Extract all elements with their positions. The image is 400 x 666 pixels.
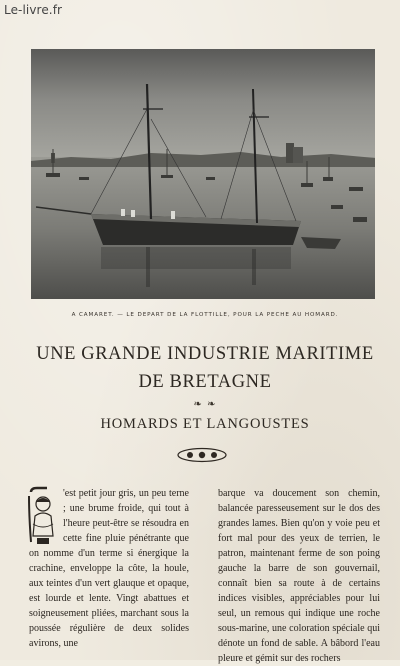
watermark: Le-livre.fr: [4, 3, 63, 17]
scroll-ornament-icon: [176, 447, 228, 463]
article-subtitle: HOMARDS ET LANGOUSTES: [100, 416, 310, 432]
article-title-line-1: UNE GRANDE INDUSTRIE MARITIME: [36, 344, 374, 364]
fleuron-ornament: ❧ ❧: [193, 399, 217, 410]
article-title: [20, 340, 390, 396]
text-column-left-body: 'est petit jour gris, un peu terne ; une brume froide, qui tout à l'heure peut-être se résoudra en cette fine pluie pénétrante que on nomme d'un terme si énergique la crachine, enveloppe la côte, la houle, aux teintes d'un vert glauque et opaque, est lourde et lente. Vingt abattues et soigneusement pliées, marchant sous la poussée régulière de deux solides avirons, une: [29, 488, 189, 649]
figure-caption: A CAMARET. — LE DÉPART DE LA FLOTTILLE, POUR LA PÊCHE AU HOMARD.: [71, 312, 339, 318]
harbour-photograph: [31, 49, 375, 299]
article-title-line-2: DE BRETAGNE: [138, 372, 272, 392]
dropcap-illustration: [27, 486, 57, 546]
text-column-right-body: barque va doucement son chemin, balancée paresseusement sur le dos des grandes lames. Bien qu'on y voie peu et fort mal pour des yeux de terrien, le patron, maintenant ferme de son poing gauche la barre de son gouvernail, connaît bien sa route à de certains indices visibles, appréciables pour lui seul, un remous qui indique une roche sous-marine, une coloration spéciale qui dénote un fond de sable. A bâbord l'eau pleure et gémit sur des rochers: [218, 488, 380, 664]
text-column-left: [29, 486, 189, 651]
text-column-right: [218, 486, 380, 666]
